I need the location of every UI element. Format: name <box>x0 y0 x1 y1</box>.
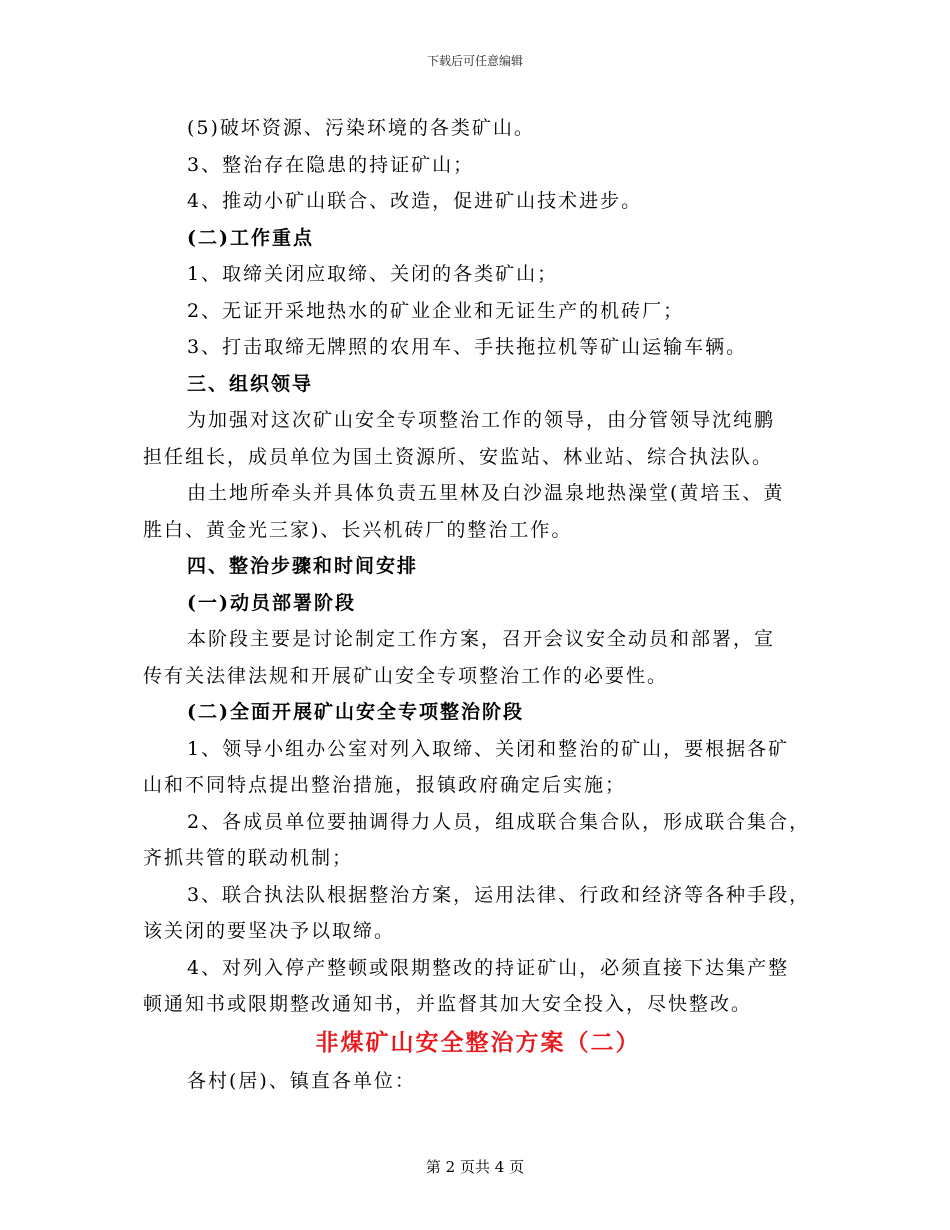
subheading: (二)工作重点 <box>187 226 314 249</box>
body-line: 3、打击取缔无牌照的农用车、手扶拖拉机等矿山运输车辆。 <box>187 336 748 358</box>
body-line: 山和不同特点提出整治措施，报镇政府确定后实施； <box>143 774 627 796</box>
body-line: 担任组长，成员单位为国土资源所、安监站、林业站、综合执法队。 <box>143 445 774 468</box>
body-line: 2、无证开采地热水的矿业企业和无证生产的机砖厂； <box>187 299 685 322</box>
body-line: 由土地所牵头并具体负责五里林及白沙温泉地热澡堂(黄培玉、黄 <box>187 482 785 504</box>
body-line: 4、对列入停产整顿或限期整改的持证矿山，必须直接下达集产整 <box>187 956 790 979</box>
body-line: 传有关法律法规和开展矿山安全专项整治工作的必要性。 <box>143 664 669 687</box>
document-body <box>143 110 813 1099</box>
body-line: 1、领导小组办公室对列入取缔、关闭和整治的矿山，要根据各矿 <box>187 737 790 760</box>
page-header: 下载后可任意编辑 <box>426 54 523 68</box>
body-line: 顿通知书或限期整改通知书，并监督其加大安全投入，尽快整改。 <box>143 993 753 1015</box>
body-line: 该关闭的要坚决予以取缔。 <box>143 920 396 942</box>
page-footer: 第 2 页共 4 页 <box>425 1158 525 1176</box>
body-line: 本阶段主要是讨论制定工作方案，召开会议安全动员和部署，宣 <box>187 628 776 650</box>
section-heading: 四、整治步骤和时间安排 <box>187 555 419 577</box>
body-line: 为加强对这次矿山安全专项整治工作的领导，由分管领导沈纯鹏 <box>187 409 776 431</box>
body-line: 4、推动小矿山联合、改造，促进矿山技术进步。 <box>187 190 643 212</box>
body-line: 3、联合执法队根据整治方案，运用法律、行政和经济等各种手段， <box>187 883 811 906</box>
salutation-line: 各村(居)、镇直各单位： <box>187 1069 416 1092</box>
body-line: 3、整治存在隐患的持证矿山； <box>187 153 475 176</box>
body-line: 2、各成员单位要抽调得力人员，组成联合集合队，形成联合集合， <box>187 810 811 833</box>
subheading: (一)动员部署阶段 <box>187 591 356 614</box>
body-line: 齐抓共管的联动机制； <box>143 847 354 869</box>
subheading: (二)全面开展矿山安全专项整治阶段 <box>187 701 524 723</box>
body-line: 1、取缔关闭应取缔、关闭的各类矿山； <box>187 263 559 285</box>
body-line: (5)破坏资源、污染环境的各类矿山。 <box>187 117 535 139</box>
body-line: 胜白、黄金光三家)、长兴机砖厂的整治工作。 <box>143 518 573 541</box>
section-heading: 三、组织领导 <box>187 372 314 395</box>
section-title: 非煤矿山安全整治方案（二） <box>315 1028 641 1056</box>
